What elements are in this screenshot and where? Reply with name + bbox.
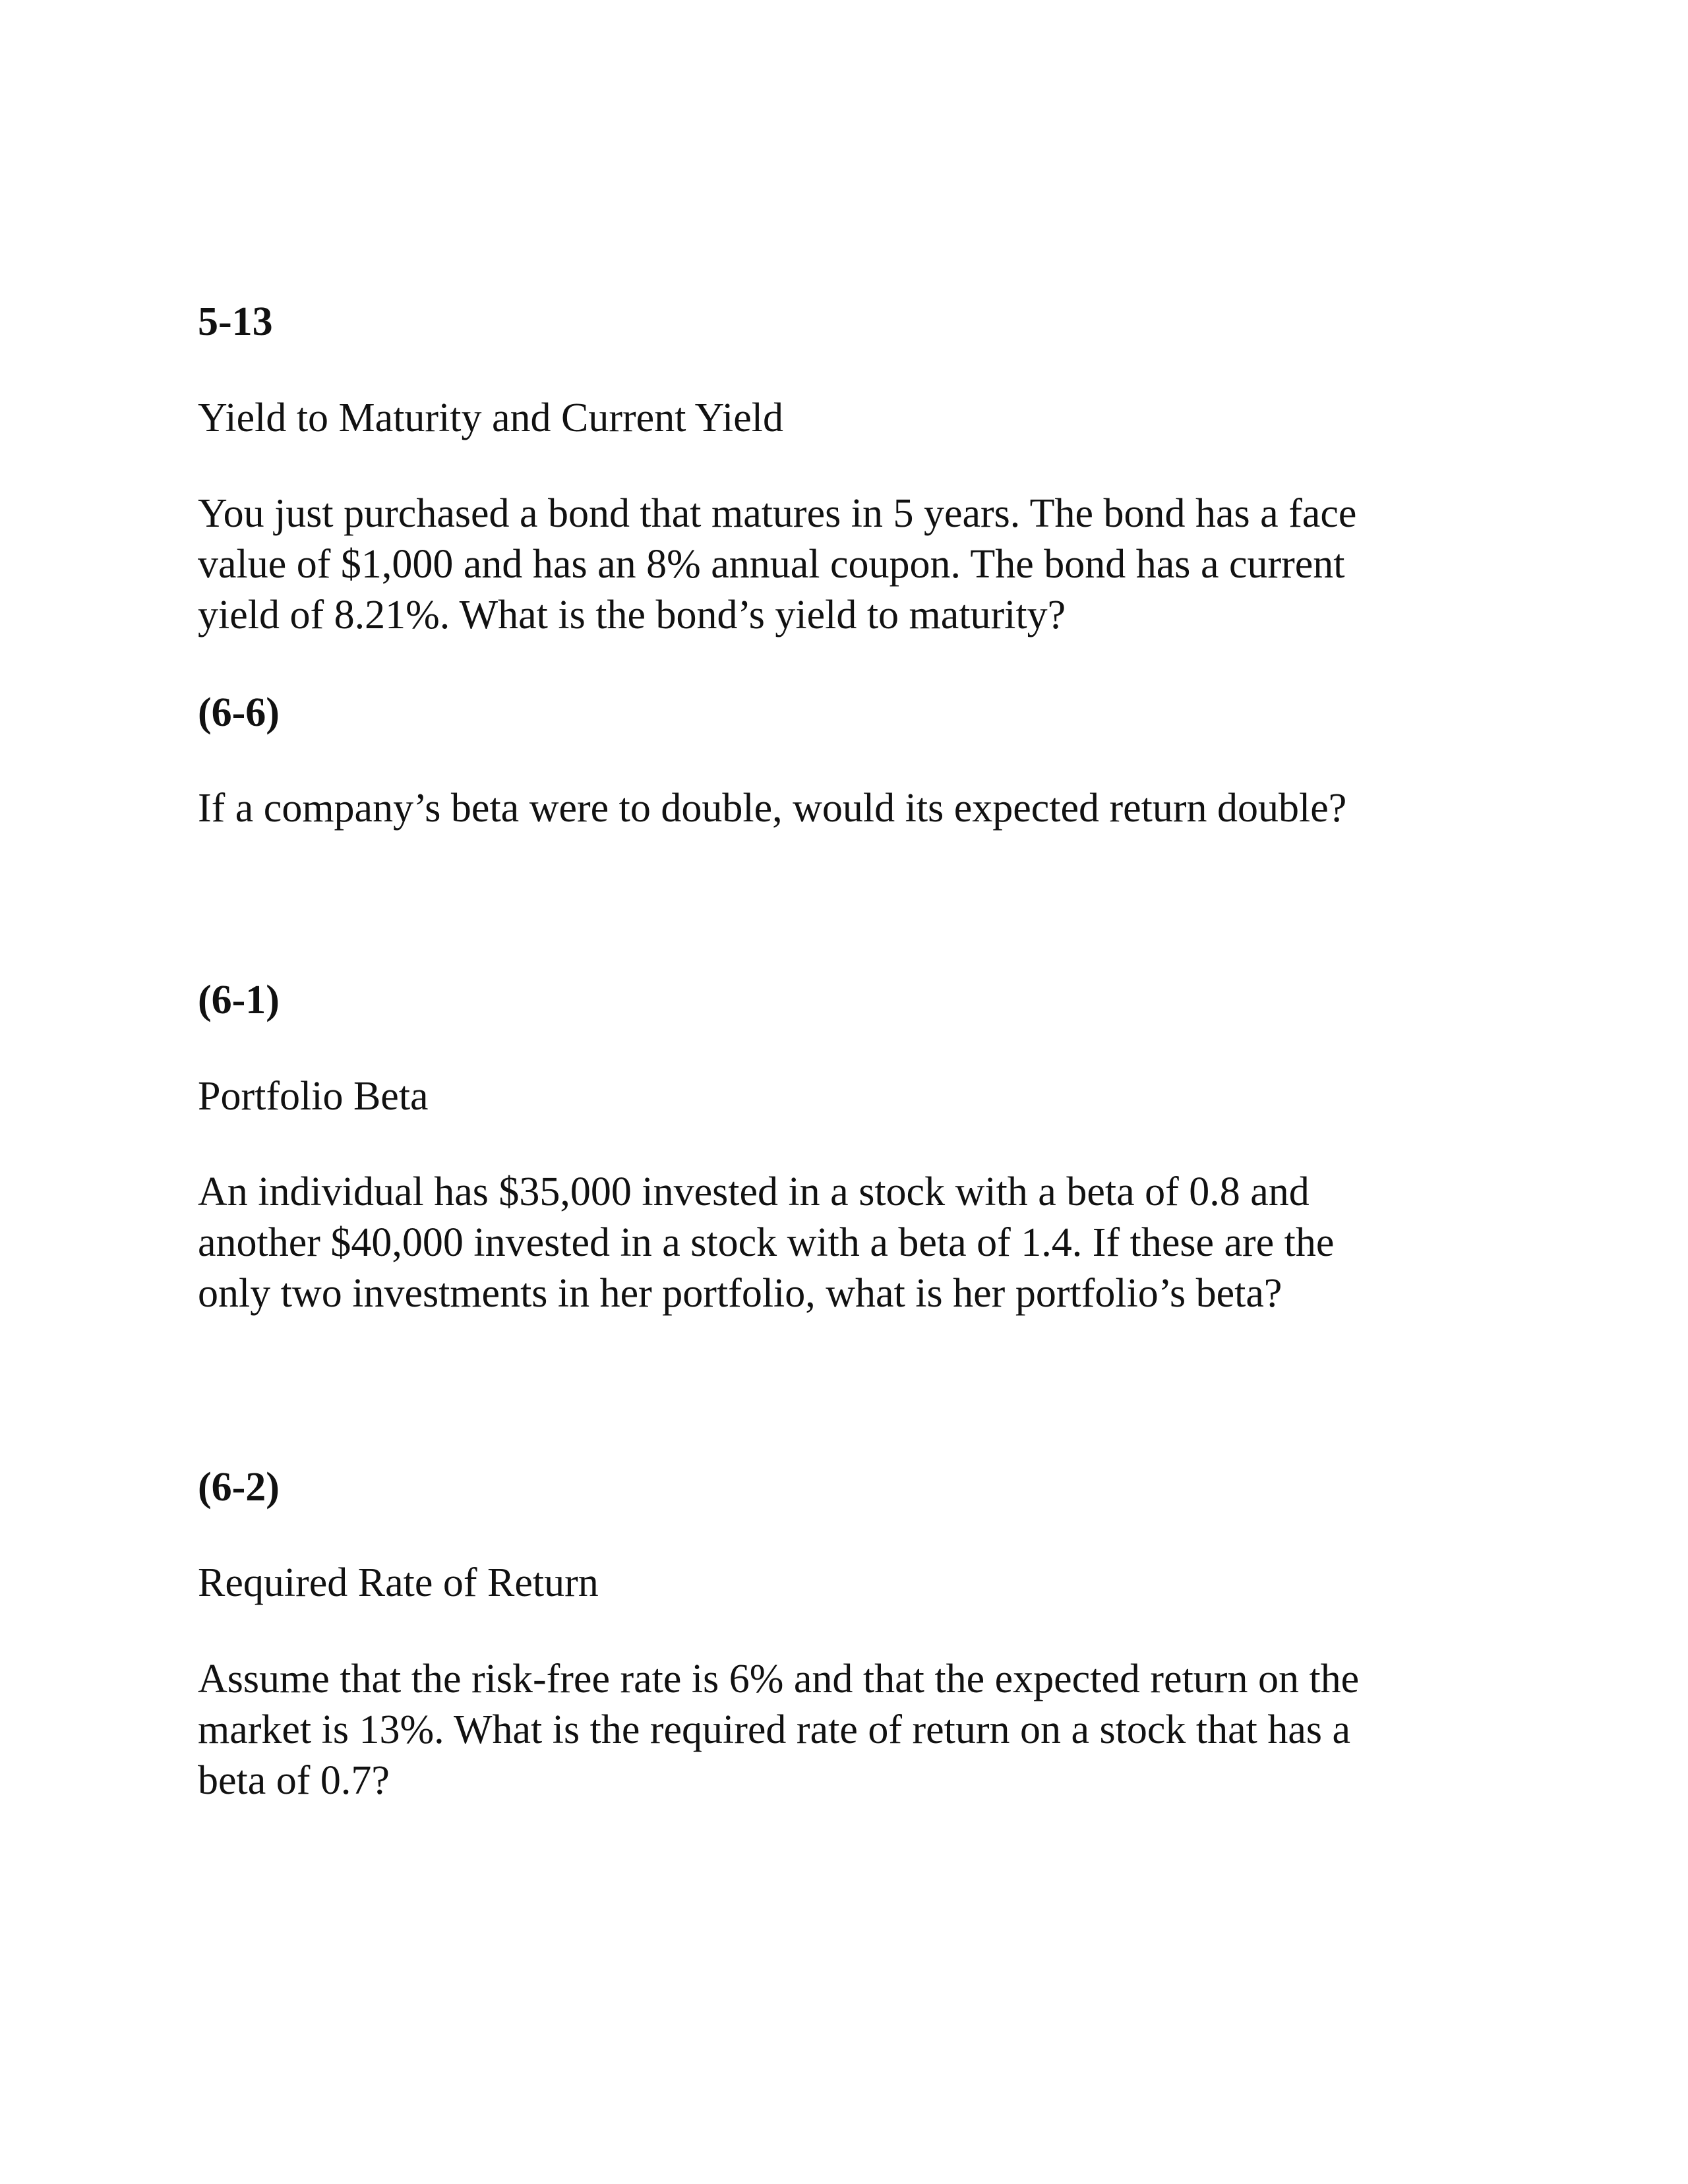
text-line: beta of 0.7? — [198, 1758, 390, 1803]
text-line: You just purchased a bond that matures in 5 years. The bond has a face — [198, 491, 1357, 536]
problem-text — [198, 1654, 1359, 1806]
problem-number: 5-13 — [198, 299, 273, 344]
problem-number: (6-1) — [198, 978, 280, 1022]
problem-title: Portfolio Beta — [198, 1074, 429, 1119]
problem-title: Yield to Maturity and Current Yield — [198, 396, 783, 440]
text-line: only two investments in her portfolio, what is her portfolio’s beta? — [198, 1271, 1282, 1316]
problem-number: (6-6) — [198, 690, 280, 735]
problem-text — [198, 1167, 1334, 1319]
text-line: yield of 8.21%. What is the bond’s yield to maturity? — [198, 593, 1066, 637]
text-line: another $40,000 invested in a stock with a beta of 1.4. If these are the — [198, 1220, 1335, 1265]
problem-text — [198, 783, 1346, 834]
problem-title: Required Rate of Return — [198, 1560, 599, 1605]
text-line: market is 13%. What is the required rate of return on a stock that has a — [198, 1707, 1351, 1752]
problem-number: (6-2) — [198, 1465, 280, 1510]
text-line: An individual has $35,000 invested in a stock with a beta of 0.8 and — [198, 1169, 1310, 1214]
problem-text — [198, 488, 1356, 641]
text-line: value of $1,000 and has an 8% annual coupon. The bond has a current — [198, 542, 1345, 587]
text-line: If a company’s beta were to double, would its expected return double? — [198, 786, 1347, 831]
text-line: Assume that the risk-free rate is 6% and that the expected return on the — [198, 1657, 1360, 1701]
